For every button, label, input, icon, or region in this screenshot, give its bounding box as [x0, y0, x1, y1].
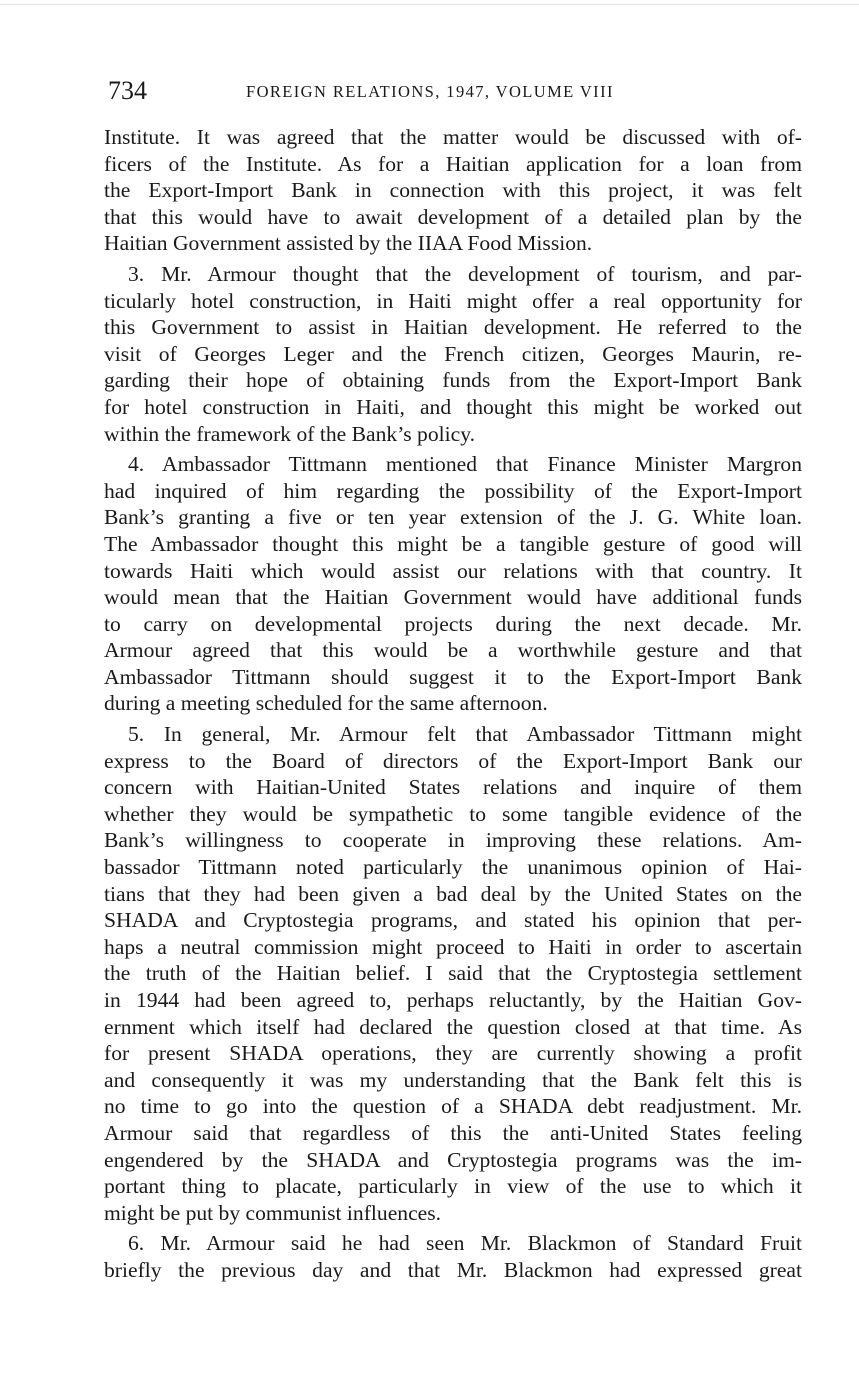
- text-line: Armour agreed that this would be a worthwhile gesture and that: [104, 638, 802, 663]
- text-line: Haitian Government assisted by the IIAA Food Mission.: [104, 231, 593, 256]
- paragraph-3: [104, 261, 802, 447]
- document-body: [104, 124, 802, 1284]
- text-line: express to the Board of directors of the Export-Import Bank our: [104, 748, 802, 773]
- text-line: 3. Mr. Armour thought that the development of tourism, and par-: [128, 261, 802, 286]
- text-line: during a meeting scheduled for the same afternoon.: [104, 691, 548, 716]
- text-line: for present SHADA operations, they are currently showing a profit: [104, 1041, 802, 1066]
- text-line: ernment which itself had declared the question closed at that time. As: [104, 1014, 802, 1039]
- text-line: Bank’s willingness to cooperate in improving these relations. Am-: [104, 828, 802, 853]
- paragraph-6: [104, 1230, 802, 1283]
- text-line: would mean that the Haitian Government would have additional funds: [104, 585, 802, 610]
- text-line: in 1944 had been agreed to, perhaps reluctantly, by the Haitian Gov-: [104, 988, 802, 1012]
- text-line: ticularly hotel construction, in Haiti might offer a real opportunity for: [104, 288, 802, 313]
- text-line: and consequently it was my understanding that the Bank felt this is: [104, 1067, 802, 1092]
- page-number: 734: [108, 76, 147, 105]
- text-line: engendered by the SHADA and Cryptostegia programs was the im-: [104, 1147, 802, 1172]
- page-header: [108, 74, 808, 108]
- text-line: ficers of the Institute. As for a Haitian application for a loan from: [104, 151, 802, 176]
- text-line: The Ambassador thought this might be a tangible gesture of good will: [104, 531, 802, 556]
- text-line: might be put by communist influences.: [104, 1200, 442, 1225]
- text-line: tians that they had been given a bad deal by the United States on the: [104, 881, 802, 906]
- text-line: no time to go into the question of a SHADA debt readjustment. Mr.: [104, 1094, 802, 1119]
- text-line: garding their hope of obtaining funds from the Export-Import Bank: [104, 368, 802, 393]
- text-line: briefly the previous day and that Mr. Blackmon had expressed great: [104, 1257, 802, 1282]
- text-line: that this would have to await development of a detailed plan by the: [104, 204, 802, 229]
- text-line: 4. Ambassador Tittmann mentioned that Finance Minister Margron: [128, 452, 802, 477]
- text-line: Ambassador Tittmann should suggest it to the Export-Import Bank: [104, 664, 802, 689]
- text-line: portant thing to placate, particularly in view of the use to which it: [104, 1174, 802, 1199]
- text-line: 6. Mr. Armour said he had seen Mr. Blackmon of Standard Fruit: [128, 1231, 802, 1256]
- text-line: Bank’s granting a five or ten year extension of the J. G. White loan.: [104, 505, 802, 530]
- text-line: to carry on developmental projects during the next decade. Mr.: [104, 611, 802, 636]
- scan-edge-rule: [0, 4, 859, 5]
- paragraph-4: [104, 451, 802, 717]
- text-line: bassador Tittmann noted particularly the unanimous opinion of Hai-: [104, 855, 802, 880]
- text-line: SHADA and Cryptostegia programs, and stated his opinion that per-: [104, 908, 802, 933]
- text-line: Institute. It was agreed that the matter would be discussed with of-: [104, 125, 802, 149]
- text-line: the Export-Import Bank in connection with this project, it was felt: [104, 178, 802, 203]
- paragraph-continued: [104, 124, 802, 257]
- text-line: for hotel construction in Haiti, and thought this might be worked out: [104, 394, 802, 419]
- text-line: 5. In general, Mr. Armour felt that Ambassador Tittmann might: [128, 722, 802, 747]
- paragraph-5: [104, 721, 802, 1226]
- text-line: visit of Georges Leger and the French citizen, Georges Maurin, re-: [104, 341, 802, 366]
- text-line: the truth of the Haitian belief. I said that the Cryptostegia settlement: [104, 961, 802, 986]
- text-line: whether they would be sympathetic to some tangible evidence of the: [104, 801, 802, 826]
- text-line: had inquired of him regarding the possibility of the Export-Import: [104, 478, 802, 503]
- text-line: towards Haiti which would assist our relations with that country. It: [104, 558, 802, 583]
- text-line: this Government to assist in Haitian development. He referred to the: [104, 315, 802, 340]
- text-line: Armour said that regardless of this the anti-United States feeling: [104, 1120, 802, 1145]
- text-line: haps a neutral commission might proceed to Haiti in order to ascertain: [104, 934, 802, 959]
- text-line: within the framework of the Bank’s policy.: [104, 421, 476, 446]
- text-line: concern with Haitian-United States relations and inquire of them: [104, 775, 802, 800]
- running-head: FOREIGN RELATIONS, 1947, VOLUME VIII: [246, 82, 614, 101]
